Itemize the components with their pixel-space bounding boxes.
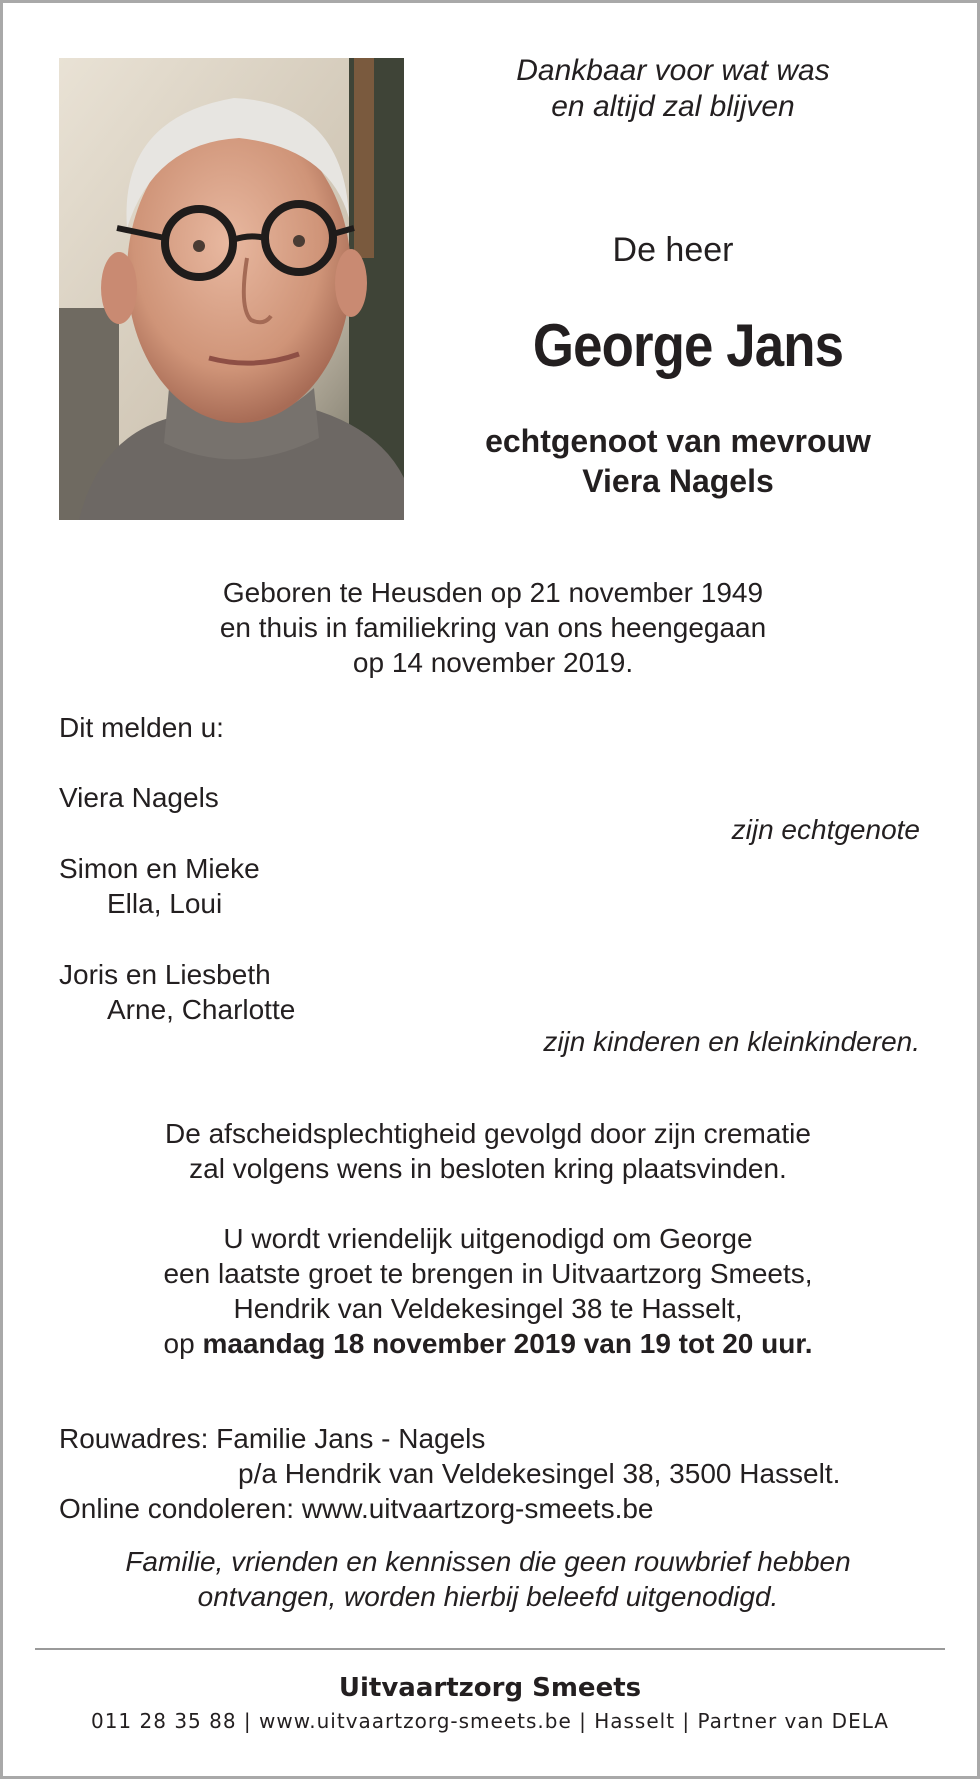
announce-intro: Dit melden u: <box>59 712 224 743</box>
mourning-address-street: p/a Hendrik van Veldekesingel 38, 3500 Hasselt. <box>238 1458 841 1489</box>
closing-line: Familie, vrienden en kennissen die geen rouwbrief hebben <box>125 1546 851 1577</box>
born-line: Geboren te Heusden op 21 november 1949 <box>222 577 764 608</box>
children-role: zijn kinderen en kleinkinderen. <box>543 1026 920 1057</box>
mourning-address: Rouwadres: Familie Jans - Nagels <box>59 1423 486 1454</box>
company-name: Uitvaartzorg Smeets <box>338 1673 642 1703</box>
born-line: en thuis in familiekring van ons heengegaan <box>219 612 767 643</box>
ceremony-line: zal volgens wens in besloten kring plaatsvinden. <box>189 1153 787 1184</box>
grandchildren-1: Ella, Loui <box>107 888 223 919</box>
born-line: op 14 november 2019. <box>352 647 634 678</box>
footer-divider <box>35 1648 945 1650</box>
spouse-name: Viera Nagels <box>59 782 219 813</box>
motto <box>423 53 923 125</box>
birth-death-text <box>63 575 923 680</box>
invite-line: een laatste groet te brengen in Uitvaartzorg Smeets, <box>163 1258 813 1289</box>
invitation-text <box>43 1221 933 1361</box>
invite-date: maandag 18 november 2019 van 19 tot 20 uur. <box>202 1328 813 1359</box>
ceremony-line: De afscheidsplechtigheid gevolgd door zijn crematie <box>165 1118 811 1149</box>
invite-line: Hendrik van Veldekesingel 38 te Hasselt, <box>233 1293 743 1324</box>
spouse-relation <box>423 421 933 501</box>
ceremony-text <box>43 1116 933 1186</box>
grandchildren-2: Arne, Charlotte <box>107 994 296 1025</box>
spouse-line: echtgenoot van mevrouw <box>485 423 871 459</box>
portrait-photo <box>59 58 404 520</box>
online-condolence: Online condoleren: www.uitvaartzorg-smeets.be <box>59 1493 654 1524</box>
spouse-role: zijn echtgenote <box>731 814 920 845</box>
deceased-name: George Jans <box>532 312 844 379</box>
invite-date-line <box>43 1326 933 1361</box>
invite-line: U wordt vriendelijk uitgenodigd om George <box>223 1223 753 1254</box>
child-couple-2: Joris en Liesbeth <box>59 959 271 990</box>
motto-line: en altijd zal blijven <box>551 90 795 123</box>
closing-text <box>43 1544 933 1614</box>
child-couple-1: Simon en Mieke <box>59 853 260 884</box>
invite-date-prefix: op <box>163 1328 195 1359</box>
title-prefix: De heer <box>612 231 734 269</box>
closing-line: ontvangen, worden hierbij beleefd uitgenodigd. <box>197 1581 779 1612</box>
motto-line: Dankbaar voor wat was <box>516 54 830 87</box>
company-contact: 011 28 35 88 | www.uitvaartzorg-smeets.be | Hasselt | Partner van DELA <box>90 1709 889 1733</box>
spouse-line: Viera Nagels <box>582 463 774 499</box>
